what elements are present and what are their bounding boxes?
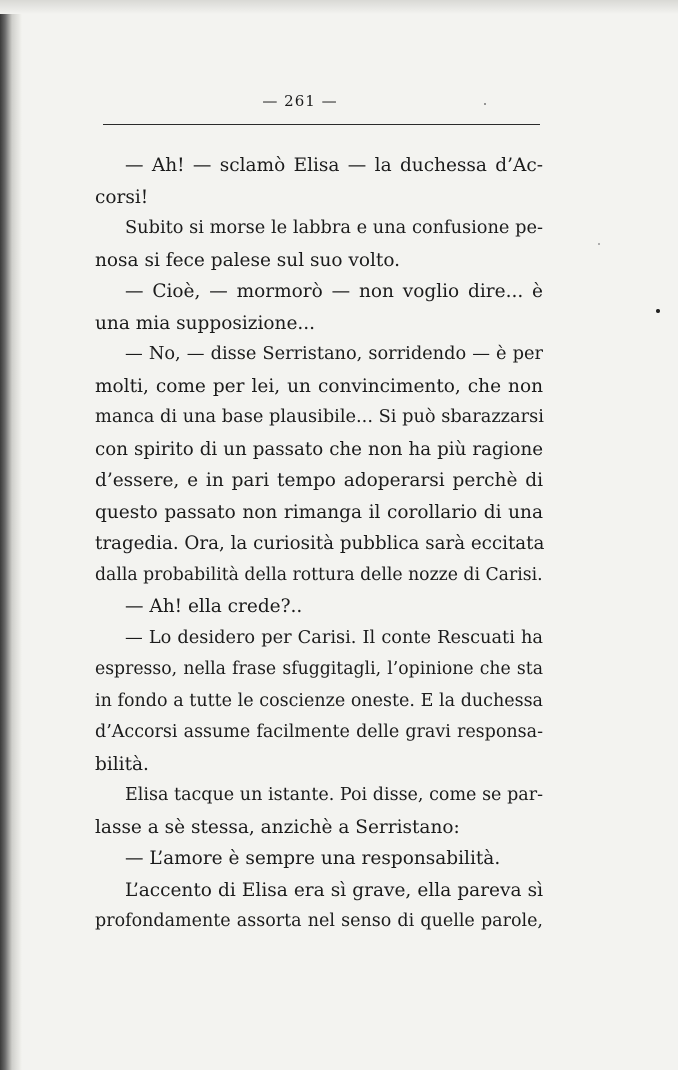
text-line: profondamente assorta nel senso di quelle parole,: [95, 911, 543, 931]
text-line: lasse a sè stessa, anzichè a Serristano:: [95, 816, 460, 838]
text-line: — Cioè, — mormorò — non voglio dire... è: [125, 281, 543, 302]
text-line: L’accento di Elisa era sì grave, ella pareva sì: [125, 879, 543, 901]
binding-edge: [0, 0, 22, 1070]
text-line: tragedia. Ora, la curiosità pubblica sarà eccitata: [95, 533, 545, 554]
body-text: [95, 150, 543, 938]
text-line: dalla probabilità della rottura delle nozze di Carisi.: [95, 564, 543, 585]
header-rule: [103, 124, 540, 125]
text-line: manca di una base plausibile... Si può sbarazzarsi: [95, 407, 544, 427]
ink-speck: [656, 309, 660, 313]
text-line: questo passato non rimanga il corollario di una: [95, 501, 543, 523]
text-line: corsi!: [95, 186, 149, 208]
text-line: nosa si fece palese sul suo volto.: [95, 249, 401, 271]
text-line: — Ah! ella crede?..: [125, 596, 303, 617]
text-line: molti, come per lei, un convincimento, che non: [95, 375, 543, 397]
text-line: una mia supposizione...: [95, 312, 316, 334]
text-line: bilità.: [95, 753, 149, 775]
text-line: in fondo a tutte le coscienze oneste. E la duchessa: [95, 690, 543, 711]
text-line: Elisa tacque un istante. Poi disse, come se par-: [125, 785, 543, 805]
text-line: d’Accorsi assume facilmente delle gravi responsa-: [95, 722, 543, 742]
ink-speck: [598, 243, 600, 245]
page-top-shadow: [0, 0, 678, 14]
text-line: — L’amore è sempre una responsabilità.: [125, 848, 501, 869]
text-line: d’essere, e in pari tempo adoperarsi perchè di: [95, 470, 543, 491]
page-number: — 261 —: [262, 92, 338, 110]
text-line: — Lo desidero per Carisi. Il conte Rescuati ha: [125, 627, 543, 648]
text-line: — No, — disse Serristano, sorridendo — è per: [125, 344, 543, 364]
ink-speck: [484, 103, 486, 105]
text-line: Subito si morse le labbra e una confusione pe-: [125, 218, 543, 238]
text-line: con spirito di un passato che non ha più ragione: [95, 438, 543, 460]
text-line: espresso, nella frase sfuggitagli, l’opinione che sta: [95, 659, 543, 679]
text-line: — Ah! — sclamò Elisa — la duchessa d’Ac-: [125, 155, 543, 176]
